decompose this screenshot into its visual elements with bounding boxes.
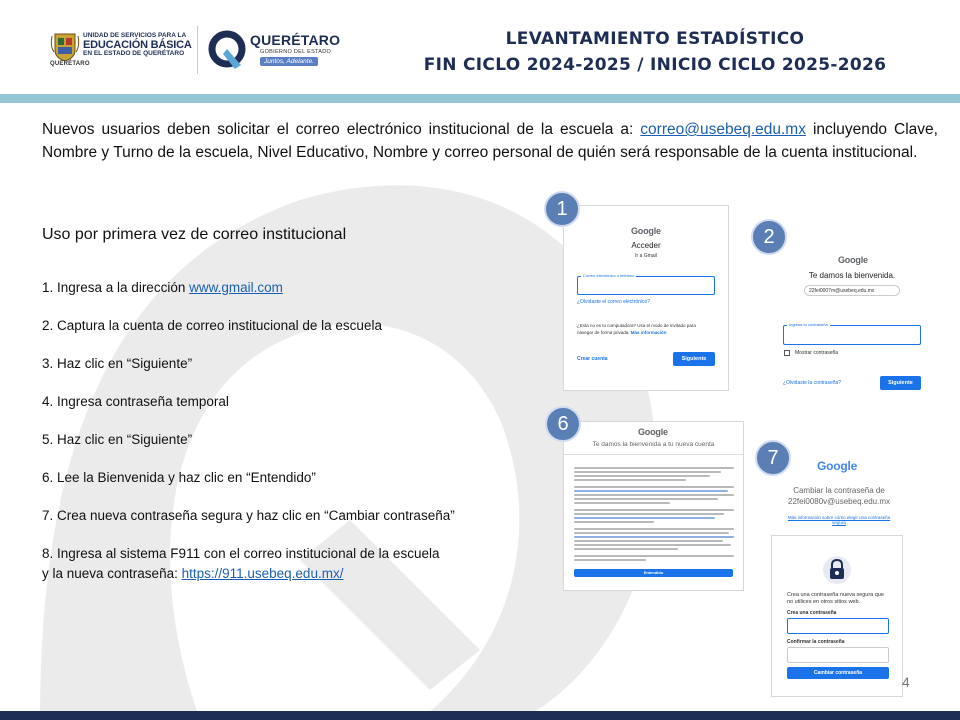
step-badge-1: 1 — [544, 191, 580, 227]
understood-button[interactable]: Entendido — [574, 569, 733, 577]
step-4: 4. Ingresa contraseña temporal — [42, 394, 229, 409]
next-button[interactable]: Siguiente — [673, 352, 715, 366]
guest-mode-line2: navegar de forma privada. — [577, 330, 630, 335]
gmail-link[interactable]: www.gmail.com — [189, 280, 283, 295]
confirm-password-label: Confirmar la contraseña — [787, 639, 845, 645]
section-title: Uso por primera vez de correo institucional — [42, 226, 347, 243]
password-desc-1: Crea una contraseña nueva segura que — [787, 592, 884, 598]
queretaro-slogan: Juntos, Adelante. — [260, 57, 318, 66]
forgot-password-link[interactable]: ¿Olvidaste la contraseña? — [783, 380, 842, 386]
header — [0, 0, 960, 94]
change-password-button[interactable]: Cambiar contraseña — [787, 667, 889, 679]
header-accent-bar — [0, 94, 960, 103]
step-6: 6. Lee la Bienvenida y haz clic en “Entendido” — [42, 470, 316, 485]
google-logo-6 — [638, 427, 668, 437]
step-1-text: 1. Ingresa a la dirección — [42, 280, 190, 295]
step-badge-7: 7 — [755, 440, 791, 476]
title-line1: LEVANTAMIENTO ESTADÍSTICO — [505, 29, 805, 49]
guest-mode-text-1: ¿Esta no es tu computadora? Usa el modo de invitado para — [577, 323, 696, 328]
step-badge-6: 6 — [545, 406, 581, 442]
step-7: 7. Crea nueva contraseña segura y haz clic en “Cambiar contraseña” — [42, 508, 455, 523]
account-chip[interactable] — [804, 285, 900, 296]
google-wordmark-6: Google — [638, 427, 668, 437]
sign-in-sub: Ir a Gmail — [635, 253, 657, 259]
change-password-heading: Cambiar la contraseña de — [793, 486, 885, 495]
title-line2: FIN CICLO 2024-2025 / INICIO CICLO 2025-2026 — [423, 55, 887, 75]
usebeq-name — [83, 33, 193, 58]
step-2: 2. Captura la cuenta de correo institucional de la escuela — [42, 318, 382, 333]
usebeq-line2: EDUCACIÓN BÁSICA — [83, 38, 192, 51]
screenshot-change-password-form — [771, 535, 903, 697]
f911-link[interactable]: https://911.usebeq.edu.mx/ — [181, 566, 344, 581]
email-input-label: Correo electrónico o teléfono — [583, 273, 635, 278]
password-desc-2: no utilices en otros sitios web. — [787, 599, 861, 605]
usebeq-line3: EN EL ESTADO DE QUERÉTARO — [83, 50, 185, 58]
step-8: 8. Ingresa al sistema F911 con el correo institucional de la escuela — [42, 546, 440, 561]
queretaro-subtitle: GOBIERNO DEL ESTADO — [260, 49, 332, 55]
screenshot-sign-in — [563, 205, 729, 391]
step-1 — [42, 278, 542, 298]
new-password-label: Crea una contraseña — [787, 610, 837, 616]
footer-bar — [0, 711, 960, 720]
intro-text-before: Nuevos usuarios deben solicitar el correo electrónico institucional de la escuela a: — [42, 121, 641, 138]
step-8-continued — [42, 564, 542, 584]
screenshot-password — [769, 240, 935, 424]
header-divider — [197, 26, 198, 74]
google-wordmark-7: Google — [817, 459, 858, 473]
divider — [564, 454, 743, 455]
queretaro-q-icon — [208, 30, 246, 70]
google-logo — [631, 226, 661, 236]
password-info-link-2: segura — [832, 520, 846, 525]
password-input-label: Ingresa tu contraseña — [789, 322, 828, 327]
google-wordmark-2: Google — [838, 255, 868, 265]
email-input[interactable] — [577, 273, 715, 295]
change-password-account: 22fei0080v@usebeq.edu.mx — [788, 497, 890, 506]
welcome-heading: Te damos la bienvenida. — [808, 271, 896, 280]
sign-in-heading: Acceder — [631, 241, 661, 250]
password-info-link[interactable] — [771, 515, 906, 525]
step-badge-2: 2 — [751, 219, 787, 255]
guest-mode-text-2 — [577, 330, 667, 335]
queretaro-logo — [208, 28, 348, 74]
crest-caption: QUERÉTARO — [50, 61, 90, 67]
account-chip-email: 22fei0007m@usebeq.edu.mx — [809, 288, 875, 294]
queretaro-title: QUERÉTARO — [250, 32, 341, 48]
forgot-email-link[interactable]: ¿Olvidaste el correo electrónico? — [577, 299, 651, 305]
google-logo-2 — [838, 255, 868, 265]
new-password-input[interactable] — [787, 618, 889, 634]
learn-more-link[interactable]: Más información — [630, 330, 667, 335]
lock-icon — [822, 555, 852, 585]
password-info-link-1: Más información sobre cómo elegir una contraseña — [787, 515, 891, 520]
screenshot-welcome — [563, 421, 744, 591]
step-3: 3. Haz clic en “Siguiente” — [42, 356, 193, 371]
page-number: 4 — [902, 674, 910, 690]
confirm-password-input[interactable] — [787, 647, 889, 663]
intro-paragraph — [42, 118, 938, 164]
email-link[interactable]: correo@usebeq.edu.mx — [640, 121, 806, 138]
welcome-new-account-heading: Te damos la bienvenida a tu nueva cuenta — [592, 441, 715, 448]
show-password-label: Mostrar contraseña — [795, 350, 839, 356]
google-logo-7 — [817, 459, 857, 473]
show-password-checkbox[interactable] — [784, 350, 790, 356]
google-wordmark: Google — [631, 226, 661, 236]
create-account-link[interactable]: Crear cuenta — [577, 356, 608, 362]
usebeq-line1: UNIDAD DE SERVICIOS PARA LA — [83, 32, 187, 39]
terms-text-block — [574, 467, 734, 563]
step-5: 5. Haz clic en “Siguiente” — [42, 432, 193, 447]
next-button-2[interactable]: Siguiente — [880, 376, 921, 390]
intro-text-after: incluyendo Clave, Nombre y Turno de la escuela, Nivel Educativo, Nombre y correo personal de quién será responsable de la cuenta institucional. — [42, 121, 938, 161]
password-input[interactable] — [783, 322, 921, 345]
step-8-line2: y la nueva contraseña: — [42, 566, 182, 581]
usebeq-logo — [50, 30, 190, 70]
page-title — [400, 26, 910, 78]
